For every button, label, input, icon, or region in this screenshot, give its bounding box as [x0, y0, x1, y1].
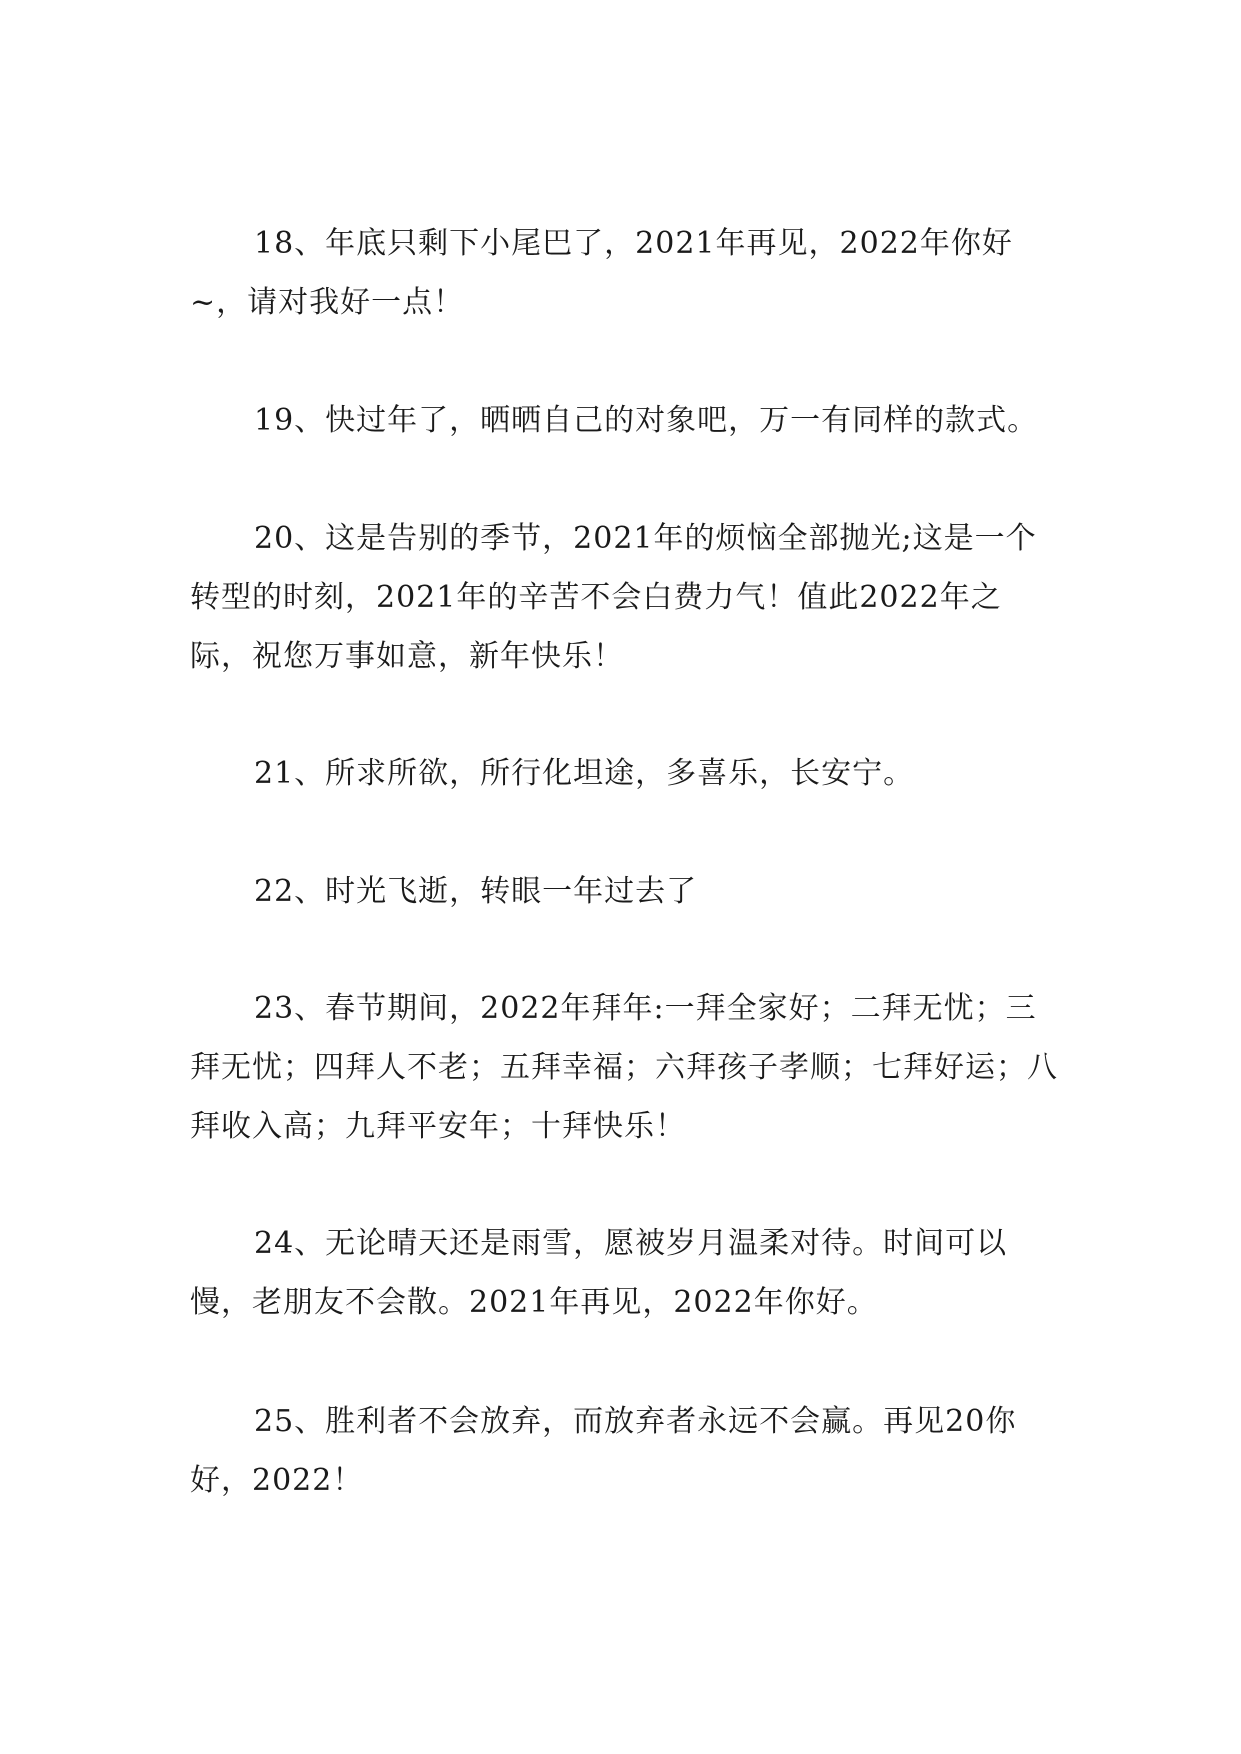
paragraph-22: 22、时光飞逝，转眼一年过去了	[254, 874, 698, 909]
paragraph-18: 18、年底只剩下小尾巴了，2021年再见，2022年你好~，请对我好一点！	[190, 226, 1013, 320]
paragraph-19: 19、快过年了，晒晒自己的对象吧，万一有同样的款式。	[254, 403, 1039, 438]
paragraph-23: 23、春节期间，2022年拜年:一拜全家好；二拜无忧；三拜无忧；四拜人不老；五拜幸福；六拜孩子孝顺；七拜好运；八拜收入高；九拜平安年；十拜快乐！	[190, 991, 1058, 1144]
paragraph-24: 24、无论晴天还是雨雪，愿被岁月温柔对待。时间可以慢，老朋友不会散。2021年再见，2022年你好。	[190, 1226, 1008, 1320]
paragraph-25: 25、胜利者不会放弃，而放弃者永远不会赢。再见20你好，2022！	[190, 1404, 1017, 1498]
paragraph-20: 20、这是告别的季节，2021年的烦恼全部抛光;这是一个转型的时刻，2021年的辛苦不会白费力气！值此2022年之际，祝您万事如意，新年快乐！	[190, 521, 1037, 674]
paragraph-21: 21、所求所欲，所行化坦途，多喜乐，长安宁。	[254, 756, 915, 791]
